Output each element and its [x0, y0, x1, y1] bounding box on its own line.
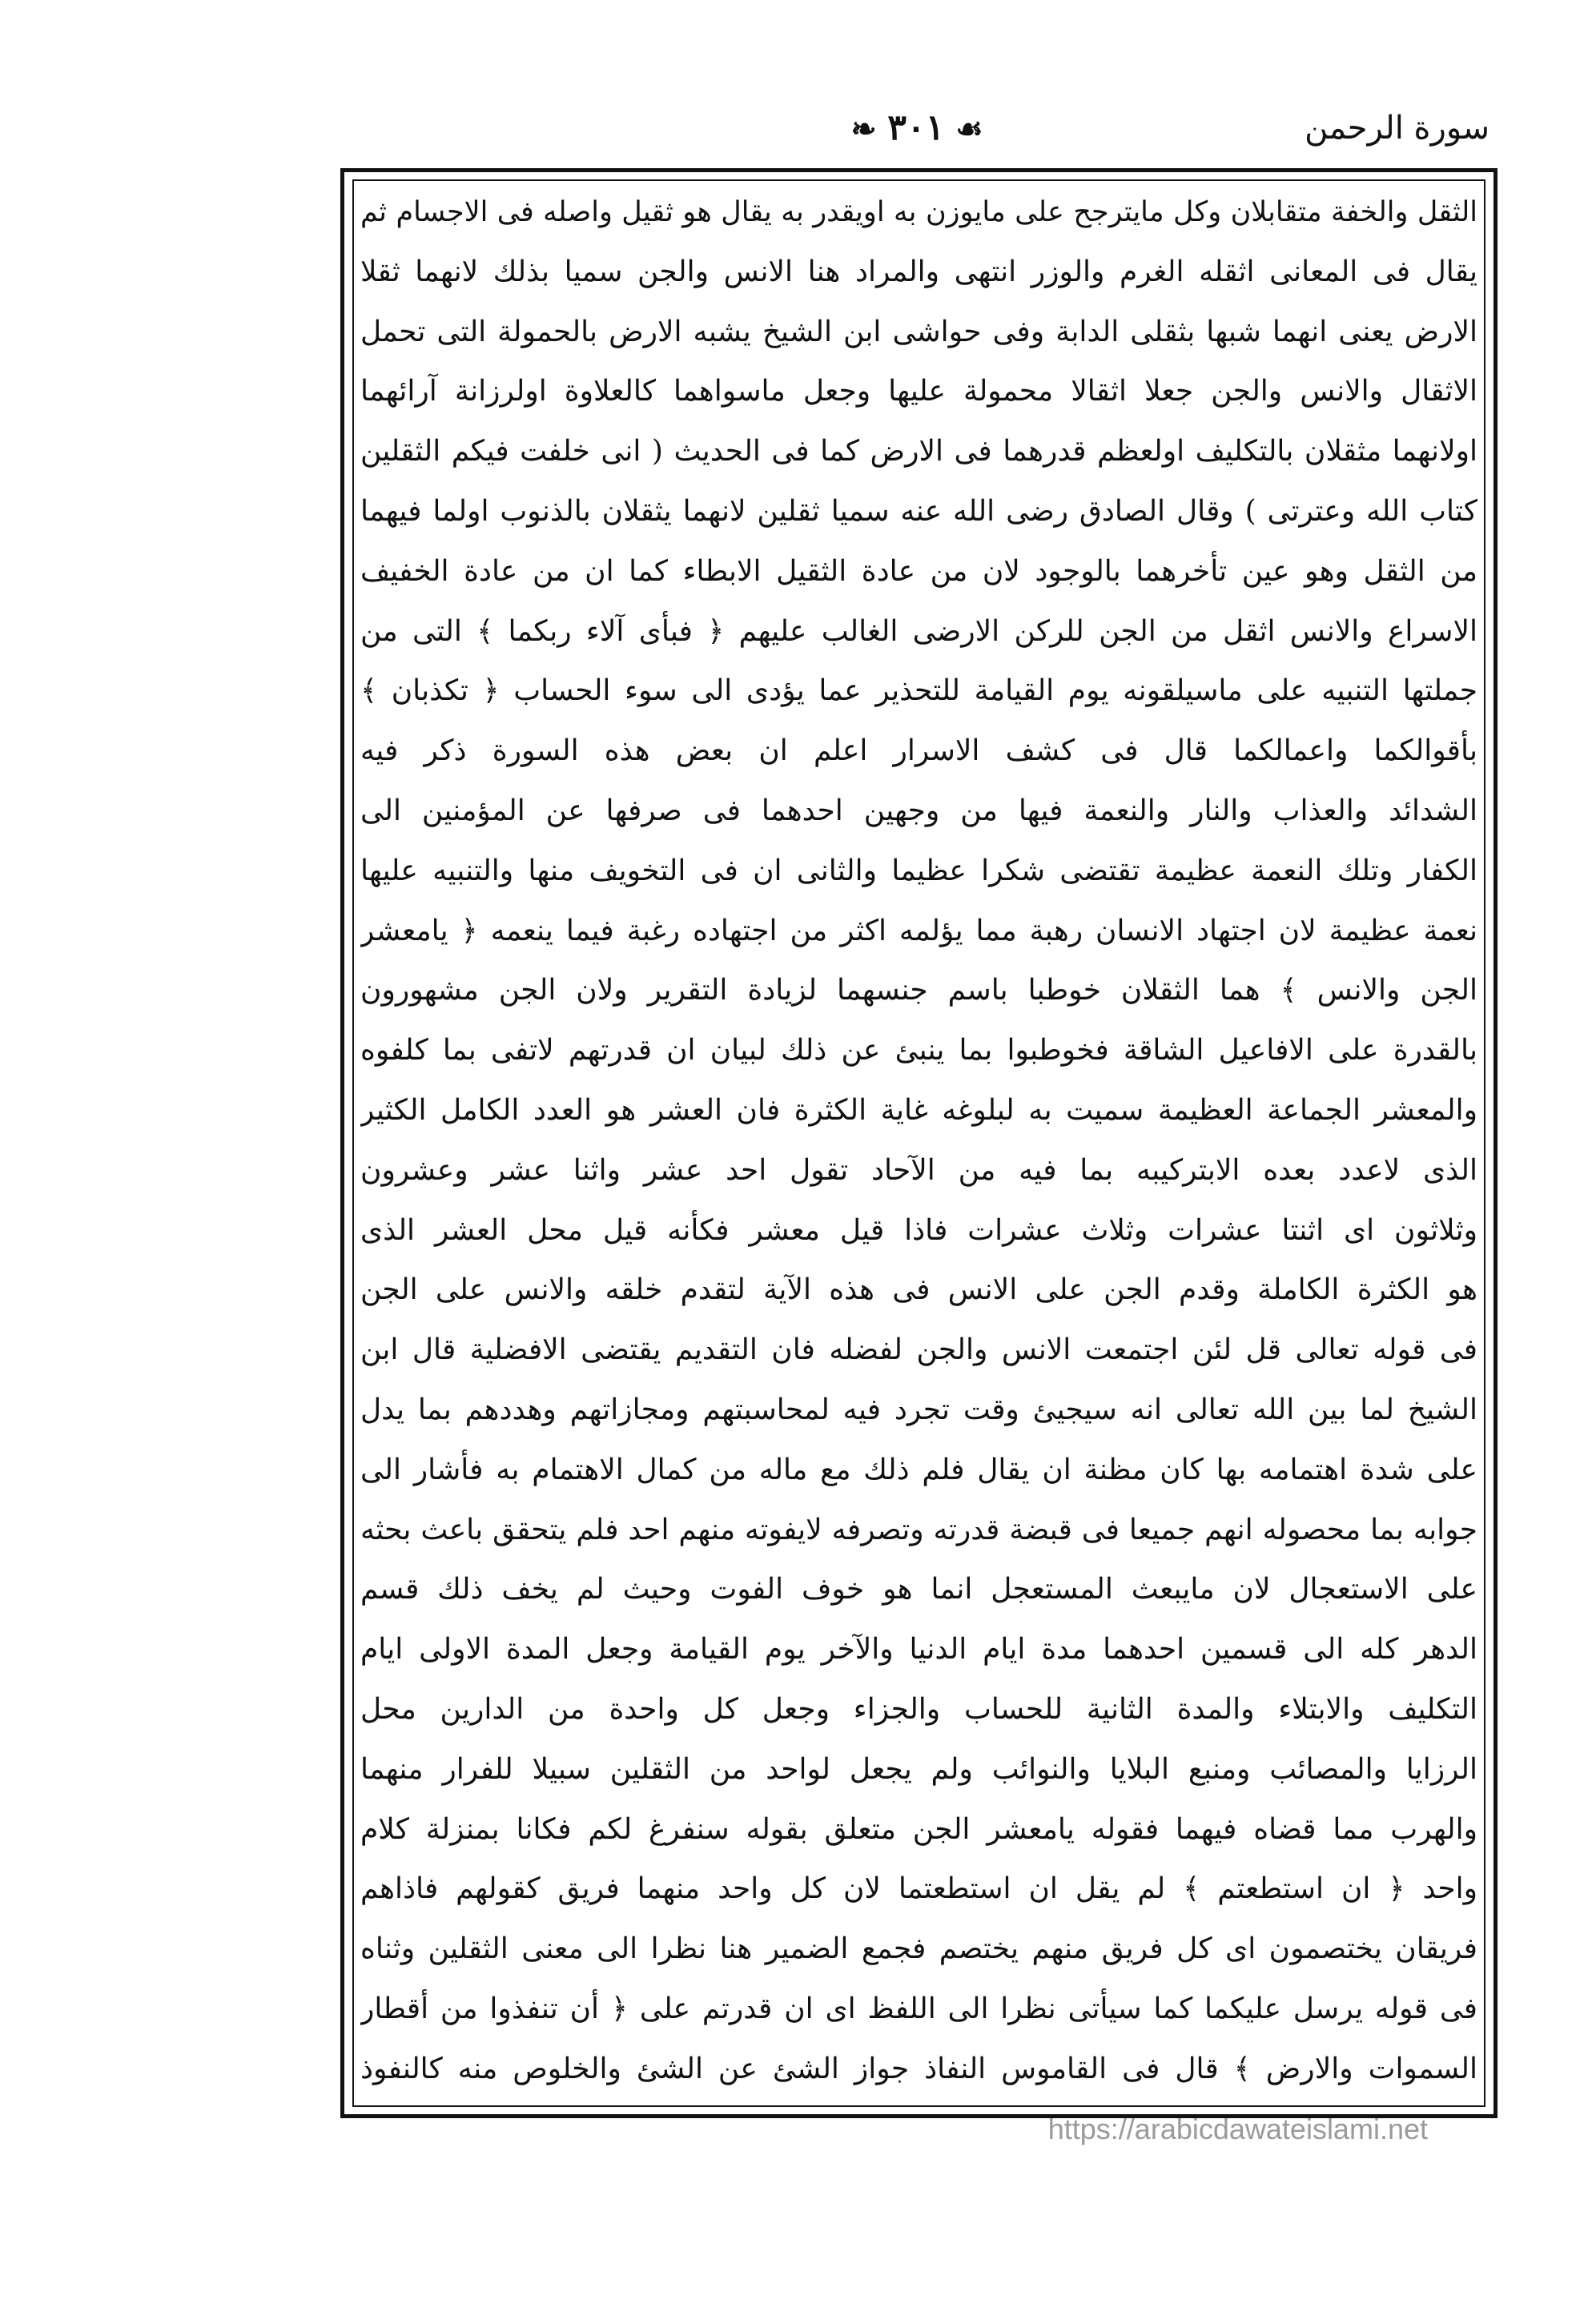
text-line: فى قوله يرسل عليكما كما سيأتى نظرا الى اللفظ اى ان قدرتم على ﴿ أن تنفذوا من أقطار — [360, 1992, 1477, 2025]
text-line: الدهر كله الى قسمين احدهما مدة ايام الدنيا والآخر يوم القيامة وجعل المدة الاولى ايام — [360, 1633, 1477, 1667]
source-url: https://arabicdawateislami.net — [1047, 2113, 1428, 2145]
text-line: الرزايا والمصائب ومنبع البلايا والنوائب ولم يجعل لواحد من الثقلين سبيلا للفرار منهما — [360, 1752, 1477, 1786]
text-line: الجن والانس ﴾ هما الثقلان خوطبا باسم جنسهما لزيادة التقرير ولان الجن مشهورون — [360, 974, 1477, 1007]
text-line: من الثقل وهو عين تأخرهما بالوجود لان من عادة الثقيل الابطاء كما ان من عادة الخفيف — [360, 554, 1477, 588]
text-line: الاسراع والانس اثقل من الجن للركن الارضى الغالب عليهم ﴿ فبأى آلاء ربكما ﴾ التى من — [360, 614, 1477, 648]
text-line: والهرب مما قضاه فيهما فقوله يامعشر الجن متعلق بقوله سنفرغ لكم فكانا بمنزلة كلام — [360, 1812, 1477, 1846]
text-line: الشيخ لما بين الله تعالى انه سيجيئ وقت تجرد فيه لمحاسبتهم ومجازاتهم وهددهم بما يدل — [360, 1393, 1477, 1426]
page-number-group — [840, 96, 995, 161]
text-line: كتاب الله وعترتى ) وقال الصادق رضى الله عنه سميا ثقلين لانهما يثقلان بالذنوب اولما فيهما — [360, 494, 1477, 528]
text-line: بأقوالكما واعمالكما قال فى كشف الاسرار اعلم ان بعض هذه السورة ذكر فيه — [360, 734, 1477, 768]
text-line: وثلاثون اى اثنتا عشرات وثلاث عشرات فاذا قيل معشر فكأنه قيل محل العشر الذى — [360, 1213, 1477, 1247]
page-header — [344, 96, 1489, 160]
text-line: التكليف والابتلاء والمدة الثانية للحساب والجزاء وجعل كل واحدة من الدارين محل — [360, 1692, 1477, 1726]
text-line: يقال فى المعانى اثقله الغرم والوزر انتهى والمراد هنا الانس والجن سميا بذلك لانهما ثقلا — [360, 255, 1477, 288]
text-line: الاثقال والانس والجن جعلا اثقالا محمولة عليها وجعل ماسواهما كالعلاوة اولرزانة آرائهما — [360, 375, 1477, 408]
text-line: الارض يعنى انهما شبها بثقلى الدابة وفى حواشى ابن الشيخ يشبه الارض بالحمولة التى تحمل — [360, 315, 1477, 348]
ornament-right-icon: ☙ — [955, 111, 983, 147]
ornament-left-icon: ❧ — [850, 111, 877, 147]
text-line: اولانهما مثقلان بالتكليف اولعظم قدرهما فى الارض كما فى الحديث ( انى خلفت فيكم الثقلين — [360, 435, 1477, 468]
text-line: فريقان يختصمون اى كل فريق منهم يختصم فجمع الضمير هنا نظرا الى معنى الثقلين وثناه — [360, 1932, 1477, 1966]
text-line: على شدة اهتمامه بها كان مظنة ان يقال فلم ذلك مع ماله من كمال الاهتمام به فأشار الى — [360, 1453, 1477, 1486]
text-line: جوابه بما محصوله انهم جميعا فى قبضة قدرته وتصرفه لايفوته منهم احد فلم يتحقق باعث بحثه — [360, 1513, 1477, 1546]
text-body — [360, 183, 1477, 2101]
text-line: بالقدرة على الافاعيل الشاقة فخوطبوا بما ينبئ عن ذلك لبيان ان قدرتهم لاتفى بما كلفوه — [360, 1034, 1477, 1068]
text-line: الثقل والخفة متقابلان وكل مايترجح على مايوزن به اويقدر به يقال هو ثقيل واصله فى الاجسام ثم — [360, 196, 1477, 228]
text-line: واحد ﴿ ان استطعتم ﴾ لم يقل ان استطعتما لان كل واحد منهما فريق كقولهم فاذاهم — [360, 1872, 1477, 1906]
text-line: السموات والارض ﴾ قال فى القاموس النفاذ جواز الشئ عن الشئ والخلوص منه كالنفوذ — [360, 2052, 1477, 2085]
text-line: هو الكثرة الكاملة وقدم الجن على الانس فى هذه الآية لتقدم خلقه والانس على الجن — [360, 1273, 1477, 1307]
surah-title: سورة الرحمن — [1305, 110, 1489, 147]
text-line: والمعشر الجماعة العظيمة سميت به لبلوغه غاية الكثرة فان العشر هو العدد الكامل الكثير — [360, 1093, 1477, 1127]
text-line: جملتها التنبيه على ماسيلقونه يوم القيامة للتحذير عما يؤدى الى سوء الحساب ﴿ تكذبان ﴾ — [360, 674, 1477, 708]
text-line: الشدائد والعذاب والنار والنعمة فيها من وجهين احدهما فى صرفها عن المؤمنين الى — [360, 794, 1477, 827]
text-line: نعمة عظيمة لان اجتهاد الانسان رهبة مما يؤلمه اكثر من اجتهاده رغبة فيما ينعمه ﴿ يامعشر — [360, 914, 1477, 947]
text-line: على الاستعجال لان مايبعث المستعجل انما هو خوف الفوت وحيث لم يخف ذلك قسم — [360, 1573, 1477, 1606]
text-line: فى قوله تعالى قل لئن اجتمعت الانس والجن لفضله فان التقديم يقتضى الافضلية قال ابن — [360, 1333, 1477, 1367]
text-line: الكفار وتلك النعمة عظيمة تقتضى شكرا عظيما والثانى ان فى التخويف منها والتنبيه عليها — [360, 854, 1477, 887]
page-number: ٣٠١ — [887, 107, 945, 148]
text-line: الذى لاعدد بعده الابتركيبه بما فيه من الآحاد تقول احد عشر واثنا عشر وعشرون — [360, 1153, 1477, 1187]
